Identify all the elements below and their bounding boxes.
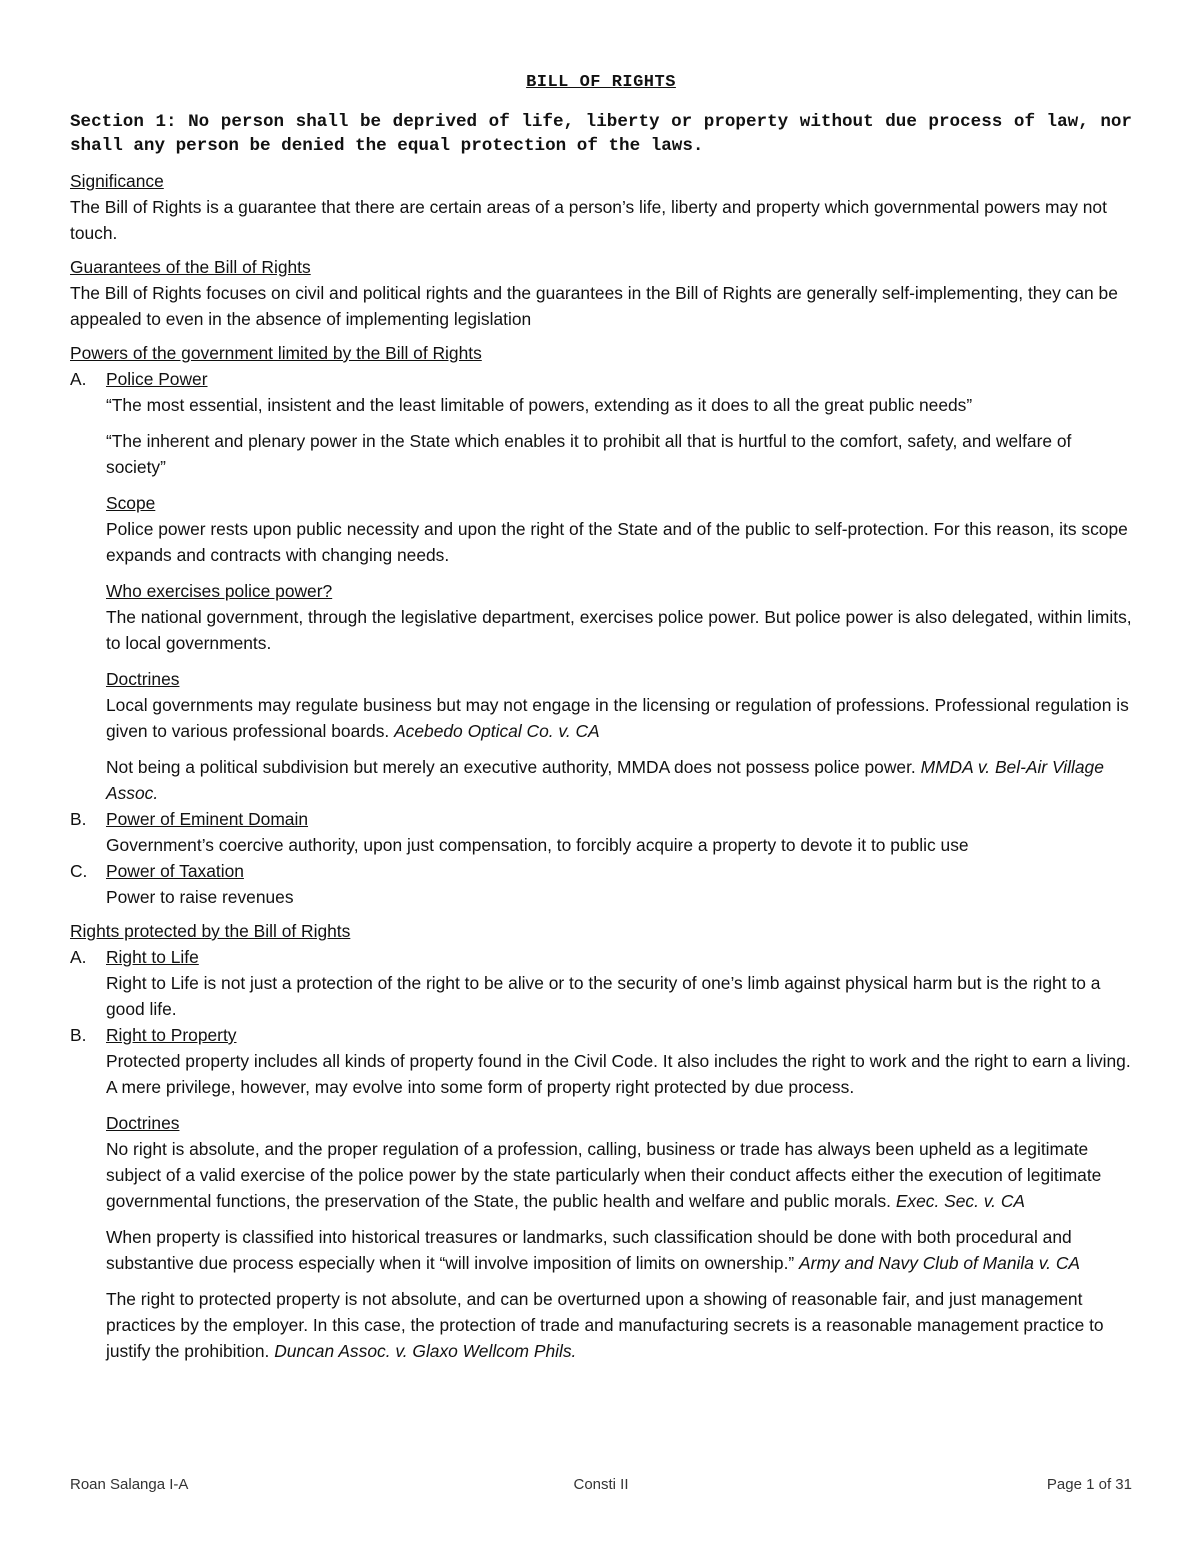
police-doctrines-heading: Doctrines (106, 669, 180, 689)
list-marker: A. (70, 369, 87, 389)
significance-heading: Significance (70, 171, 164, 191)
police-power-quote-2: “The inherent and plenary power in the State which enables it to prohibit all that is hurtful to the comfort, safety, and welfare of society” (106, 431, 1072, 477)
document-title: BILL OF RIGHTS (526, 73, 676, 92)
significance-text: The Bill of Rights is a guarantee that there are certain areas of a person’s life, liberty and property which governmental powers may not touch. (70, 197, 1107, 243)
police-power-heading: Police Power (106, 369, 208, 389)
right-to-life-item (70, 944, 1132, 1022)
eminent-domain-heading: Power of Eminent Domain (106, 809, 309, 829)
who-exercises-text: The national government, through the legislative department, exercises police power. But police power is also delegated, within limits, to local governments. (106, 607, 1132, 653)
eminent-domain-item (70, 806, 1132, 858)
right-to-property-text: Protected property includes all kinds of property found in the Civil Code. It also includes the right to work and the right to earn a living. A mere privilege, however, may evolve into some form of property right protected by due process. (106, 1051, 1131, 1097)
case-citation: Exec. Sec. v. CA (895, 1191, 1026, 1211)
list-marker: C. (70, 861, 88, 881)
scope-heading: Scope (106, 493, 156, 513)
footer-course: Consti II (573, 1476, 629, 1493)
rights-block (70, 918, 1132, 1364)
list-marker: B. (70, 1025, 87, 1045)
doctrine-text: The right to protected property is not absolute, and can be overturned upon a showing of reasonable fair, and just management practices by the employer. In this case, the protection of trade and manufacturing secrets is a reasonable management practice to justify the prohibition. (106, 1289, 1104, 1361)
guarantees-heading: Guarantees of the Bill of Rights (70, 257, 311, 277)
taxation-heading: Power of Taxation (106, 861, 244, 881)
police-power-item (70, 366, 1132, 806)
guarantees-text: The Bill of Rights focuses on civil and political rights and the guarantees in the Bill of Rights are generally self-implementing, they can be appealed to even in the absence of implementing legislation (70, 283, 1118, 329)
rights-heading: Rights protected by the Bill of Rights (70, 921, 351, 941)
doctrine-text: No right is absolute, and the proper regulation of a profession, calling, business or trade has always been upheld as a legitimate subject of a valid exercise of the police power by the state particularly when their conduct affects either the execution of legitimate governmental functions, the preservation of the State, the public health and welfare and public morals. (106, 1139, 1102, 1211)
case-citation: Duncan Assoc. v. Glaxo Wellcom Phils. (274, 1341, 577, 1361)
powers-heading: Powers of the government limited by the Bill of Rights (70, 343, 482, 363)
property-doctrines-heading: Doctrines (106, 1113, 180, 1133)
right-to-life-heading: Right to Life (106, 947, 199, 967)
footer-author: Roan Salanga I-A (70, 1476, 189, 1493)
property-doctrine-2 (106, 1224, 1132, 1276)
right-to-property-item (70, 1022, 1132, 1364)
police-power-quote-1: “The most essential, insistent and the least limitable of powers, extending as it does to all the great public needs” (106, 395, 973, 415)
eminent-domain-text: Government’s coercive authority, upon just compensation, to forcibly acquire a property to devote it to public use (106, 835, 969, 855)
significance-block (70, 168, 1132, 246)
case-citation: Army and Navy Club of Manila v. CA (799, 1253, 1080, 1273)
property-doctrine-1 (106, 1136, 1132, 1214)
scope-text: Police power rests upon public necessity and upon the right of the State and of the public to self-protection. For this reason, its scope expands and contracts with changing needs. (106, 519, 1128, 565)
powers-block (70, 340, 1132, 910)
police-doctrine-1 (106, 692, 1132, 744)
list-marker: B. (70, 809, 87, 829)
section-1-heading: Section 1: No person shall be deprived of life, liberty or property without due process of law, nor shall any person be denied the equal protection of the laws. (70, 112, 1132, 156)
list-marker: A. (70, 947, 87, 967)
police-doctrine-2 (106, 754, 1132, 806)
case-citation: Acebedo Optical Co. v. CA (394, 721, 600, 741)
guarantees-block (70, 254, 1132, 332)
doctrine-text: When property is classified into historical treasures or landmarks, such classification should be done with both procedural and substantive due process especially when it “will involve imposition of limits on ownership.” (106, 1227, 1072, 1273)
right-to-property-heading: Right to Property (106, 1025, 237, 1045)
property-doctrine-3 (106, 1286, 1132, 1364)
right-to-life-text: Right to Life is not just a protection of the right to be alive or to the security of one’s limb against physical harm but is the right to a good life. (106, 973, 1101, 1019)
doctrine-text: Local governments may regulate business but may not engage in the licensing or regulation of professions. Professional regulation is given to various professional boards. (106, 695, 1129, 741)
case-citation: MMDA v. Bel-Air Village Assoc. (106, 757, 1104, 803)
doctrine-text: Not being a political subdivision but merely an executive authority, MMDA does not possess police power. (106, 757, 921, 777)
who-exercises-heading: Who exercises police power? (106, 581, 333, 601)
taxation-item (70, 858, 1132, 910)
footer-page-number: Page 1 of 31 (1046, 1476, 1132, 1493)
taxation-text: Power to raise revenues (106, 887, 294, 907)
document-page (70, 70, 1132, 1372)
page-footer (70, 1476, 1132, 1500)
